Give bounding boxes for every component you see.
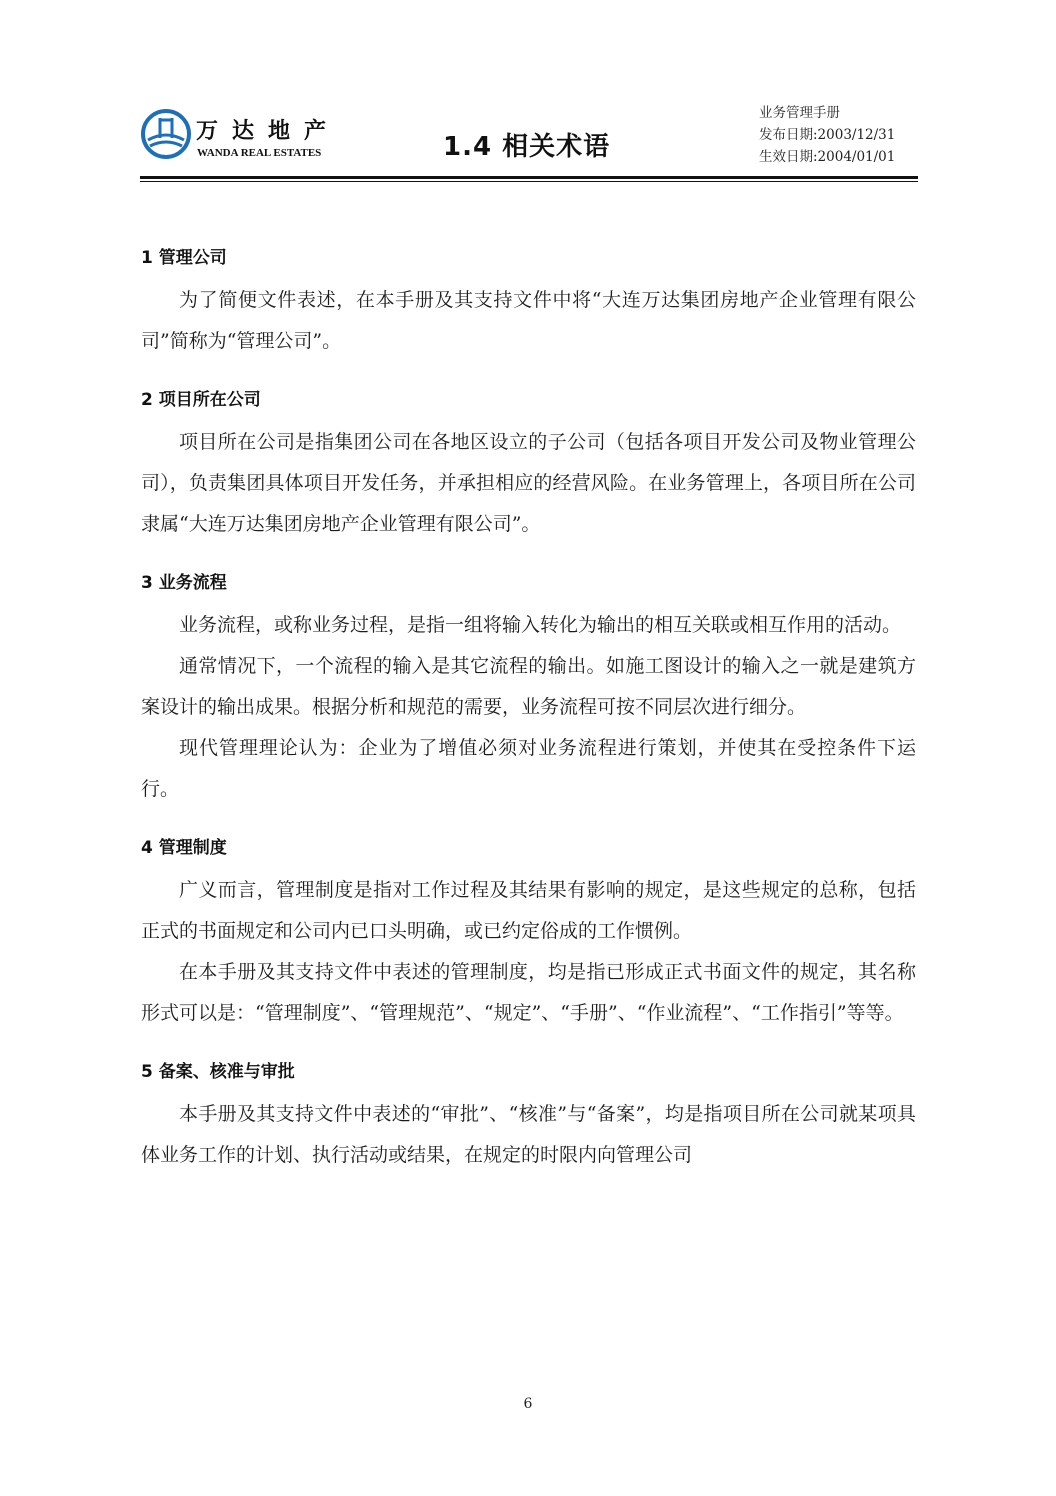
paragraph: 现代管理理论认为：企业为了增值必须对业务流程进行策划，并使其在受控条件下运行。 <box>141 737 916 800</box>
section-heading: 5 备案、核准与审批 <box>141 1062 295 1082</box>
section-heading: 4 管理制度 <box>141 838 227 858</box>
section-business-process <box>141 561 916 810</box>
company-logo <box>140 108 370 168</box>
wanda-logo-icon <box>140 108 192 160</box>
section-management-system <box>141 826 916 1034</box>
header-rule-thin <box>140 181 918 182</box>
document-meta <box>759 102 895 168</box>
effective-date: 生效日期:2004/01/01 <box>759 149 896 165</box>
section-heading: 1 管理公司 <box>141 248 227 268</box>
section-filing-approval <box>141 1050 916 1176</box>
paragraph: 项目所在公司是指集团公司在各地区设立的子公司（包括各项目开发公司及物业管理公司），负责集团具体项目开发任务，并承担相应的经营风险。在业务管理上，各项目所在公司隶属“大连万达集团房地产企业管理有限公司”。 <box>141 431 916 535</box>
paragraph: 业务流程，或称业务过程，是指一组将输入转化为输出的相互关联或相互作用的活动。 <box>179 614 902 636</box>
manual-name: 业务管理手册 <box>759 105 840 121</box>
paragraph: 本手册及其支持文件中表述的“审批”、“核准”与“备案”，均是指项目所在公司就某项具体业务工作的计划、执行活动或结果，在规定的时限内向管理公司 <box>141 1103 916 1166</box>
logo-english-name: WANDA REAL ESTATES <box>197 147 322 159</box>
page-title: 1.4 相关术语 <box>443 132 611 162</box>
section-heading: 2 项目所在公司 <box>141 390 261 410</box>
paragraph: 广义而言，管理制度是指对工作过程及其结果有影响的规定，是这些规定的总称，包括正式的书面规定和公司内已口头明确，或已约定俗成的工作惯例。 <box>141 879 916 942</box>
section-management-company <box>141 236 916 362</box>
document-body <box>141 236 916 1192</box>
logo-chinese-name: 万达地产 <box>196 119 341 144</box>
page-header <box>140 100 918 180</box>
publish-date: 发布日期:2003/12/31 <box>759 127 896 143</box>
paragraph: 为了简便文件表述，在本手册及其支持文件中将“大连万达集团房地产企业管理有限公司”简称为“管理公司”。 <box>141 289 916 352</box>
section-project-company <box>141 378 916 545</box>
page-number: 6 <box>523 1396 533 1412</box>
paragraph: 在本手册及其支持文件中表述的管理制度，均是指已形成正式书面文件的规定，其名称形式可以是：“管理制度”、“管理规范”、“规定”、“手册”、“作业流程”、“工作指引”等等。 <box>141 961 916 1024</box>
header-rule-thick <box>140 176 918 179</box>
paragraph: 通常情况下，一个流程的输入是其它流程的输出。如施工图设计的输入之一就是建筑方案设计的输出成果。根据分析和规范的需要，业务流程可按不同层次进行细分。 <box>141 655 916 718</box>
section-heading: 3 业务流程 <box>141 573 227 593</box>
